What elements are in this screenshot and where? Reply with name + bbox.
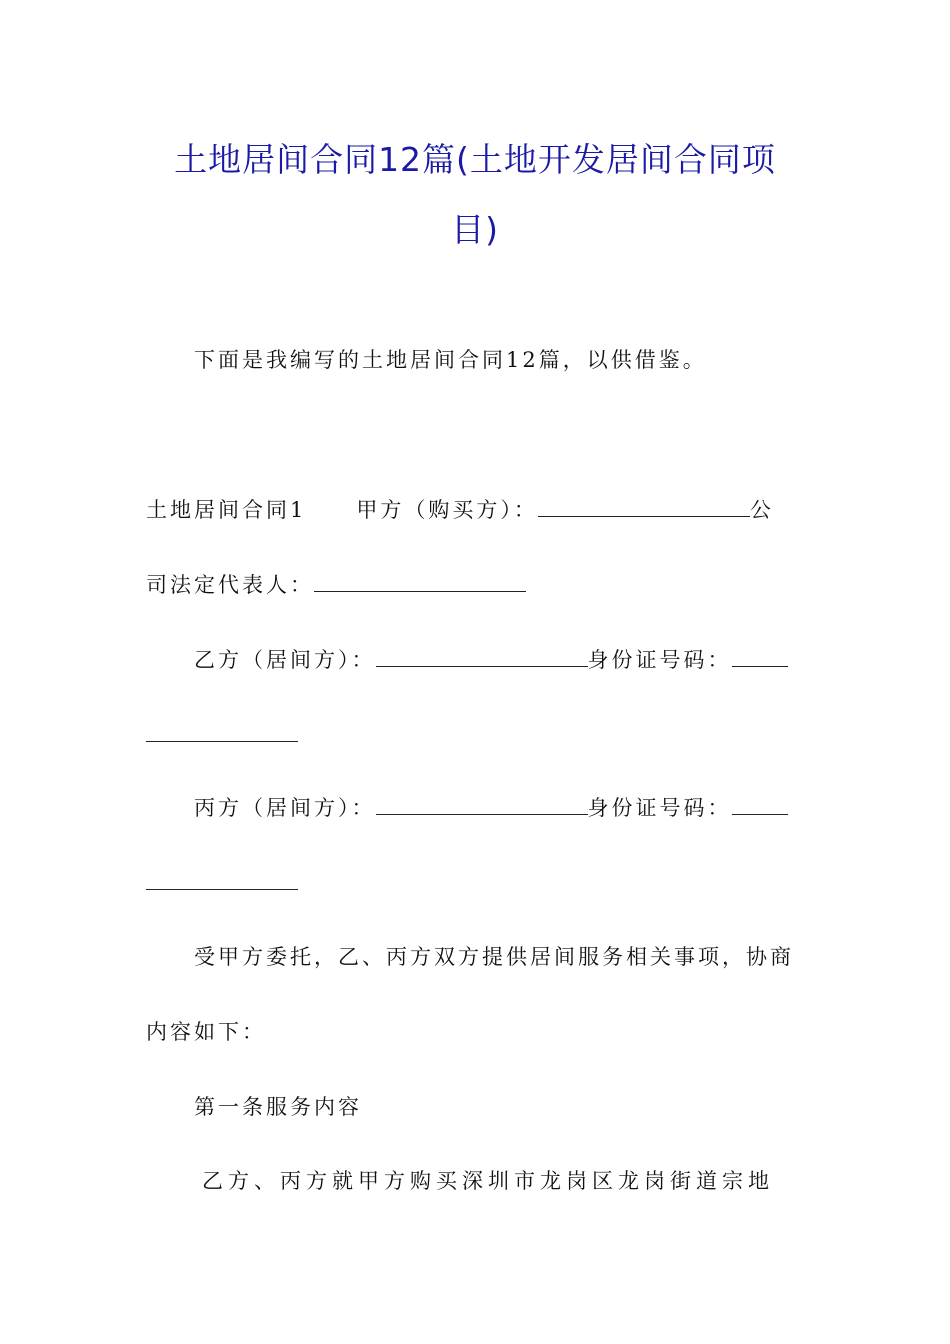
legal-rep-blank [314,571,526,592]
party-b-line [194,645,788,675]
party-c-line [194,793,788,823]
party-c-id-blank-continued [146,889,298,890]
party-a-blank [538,496,750,517]
party-c-id-blank [732,794,788,815]
party-b-label: 乙方（居间方）： [194,648,376,672]
article-1-line-1: 乙方、丙方就甲方购买深圳市龙岗区龙岗街道宗地 [202,1169,774,1193]
party-c-name-blank [376,794,588,815]
intro-paragraph: 下面是我编写的土地居间合同12篇，以供借鉴。 [194,348,707,372]
legal-rep-line [146,570,526,600]
contract-1-first-line [146,495,774,525]
contract-1-heading: 土地居间合同1 [146,498,307,522]
entrust-line-2: 内容如下： [146,1020,266,1044]
article-1-title: 第一条服务内容 [194,1095,362,1119]
party-a-suffix: 公 [749,498,774,522]
party-b-id-blank [732,646,788,667]
entrust-line-1: 受甲方委托，乙、丙方双方提供居间服务相关事项，协商 [194,945,794,969]
party-b-id-label: 身份证号码： [587,648,732,672]
party-a-label: 甲方（购买方）： [356,498,538,522]
legal-rep-label: 司法定代表人： [146,573,314,597]
party-c-label: 丙方（居间方）： [194,796,376,820]
party-c-id-label: 身份证号码： [587,796,732,820]
document-title-line-1: 土地居间合同12篇(土地开发居间合同项 [174,140,776,179]
document-title-line-2: 目) [451,210,499,249]
party-b-id-blank-continued [146,741,298,742]
party-b-name-blank [376,646,588,667]
